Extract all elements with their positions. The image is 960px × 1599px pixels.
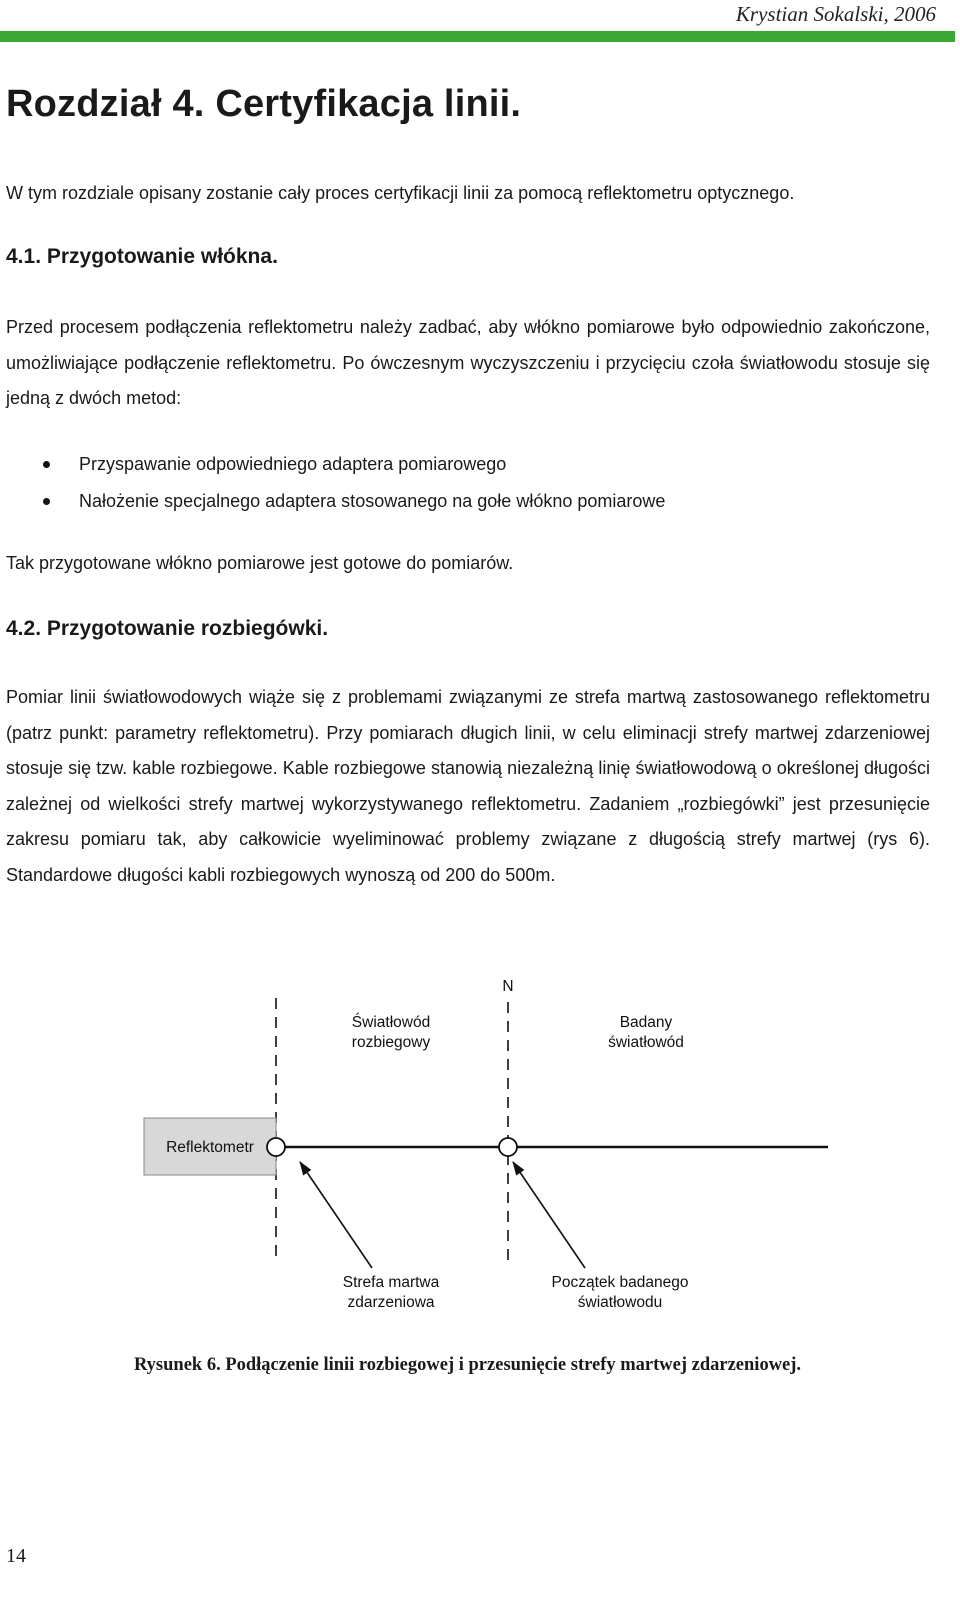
section-heading-4-1: 4.1. Przygotowanie włókna.	[6, 245, 278, 268]
dead-zone-label-line2: zdarzeniowa	[347, 1294, 435, 1311]
list-item	[0, 483, 665, 520]
figure-6	[0, 960, 960, 1345]
fiber-diagram	[0, 960, 960, 1340]
list-item	[0, 446, 665, 483]
section-4-1-closing: Tak przygotowane włókno pomiarowe jest gotowe do pomiarów.	[6, 553, 514, 573]
launch-fiber-label-line1: Światłowód	[351, 1014, 431, 1031]
tested-fiber-label-line2: światłowód	[608, 1034, 684, 1051]
tested-fiber-label-line1: Badany	[619, 1014, 673, 1031]
fiber-start-arrow	[513, 1162, 585, 1268]
chapter-title: Rozdział 4. Certyfikacja linii.	[6, 83, 522, 125]
figure-caption: Rysunek 6. Podłączenie linii rozbiegowej i przesunięcie strefy martwej zdarzeniowej.	[133, 1355, 802, 1375]
n-label: N	[502, 978, 514, 995]
header-rule	[0, 31, 955, 42]
connector-n	[499, 1138, 517, 1156]
header-author: Krystian Sokalski, 2006	[735, 2, 936, 26]
section-4-2-paragraph: Pomiar linii światłowodowych wiąże się z problemami związanymi ze strefa martwą zastosowanego reflektometru (patrz punkt: parametry reflektometru). Przy pomiarach długich linii, w celu eliminacji strefy martwej zdarzeniowej stosuje się tzw. kable rozbiegowe. Kable rozbiegowe stanowią niezależną linię światłowodową o określonej długości zależnej od wielkości strefy martwej wykorzystywanego reflektometru. Zadaniem „rozbiegówki” jest przesunięcie zakresu pomiaru tak, aby całkowicie wyeliminować problemy związane z długością strefy martwej (rys 6). Standardowe długości kabli rozbiegowych wynoszą od 200 do 500m.	[6, 687, 930, 885]
dead-zone-arrow	[300, 1162, 372, 1268]
dead-zone-label-line1: Strefa martwa	[342, 1274, 440, 1291]
page-number: 14	[6, 1545, 26, 1567]
fiber-start-label-line2: światłowodu	[577, 1294, 663, 1311]
list-item-text: Przyspawanie odpowiedniego adaptera pomiarowego	[79, 454, 507, 474]
fiber-start-label-line1: Początek badanego	[551, 1274, 689, 1291]
launch-fiber-label-line2: rozbiegowy	[351, 1034, 431, 1051]
reflectometer-label: Reflektometr	[166, 1139, 254, 1156]
bullet-icon	[43, 498, 50, 505]
list-item-text: Nałożenie specjalnego adaptera stosowanego na gołe włókno pomiarowe	[79, 491, 666, 511]
bullet-icon	[43, 461, 50, 468]
section-heading-4-2: 4.2. Przygotowanie rozbiegówki.	[6, 617, 329, 640]
connector-reflectometer	[267, 1138, 285, 1156]
method-list	[0, 446, 665, 520]
section-4-1-paragraph: Przed procesem podłączenia reflektometru należy zadbać, aby włókno pomiarowe było odpowiednio zakończone, umożliwiające podłączenie reflektometru. Po ówczesnym wyczyszczeniu i przycięciu czoła światłowodu stosuje się jedną z dwóch metod:	[6, 317, 930, 408]
intro-paragraph: W tym rozdziale opisany zostanie cały proces certyfikacji linii za pomocą reflektometru optycznego.	[6, 183, 795, 203]
